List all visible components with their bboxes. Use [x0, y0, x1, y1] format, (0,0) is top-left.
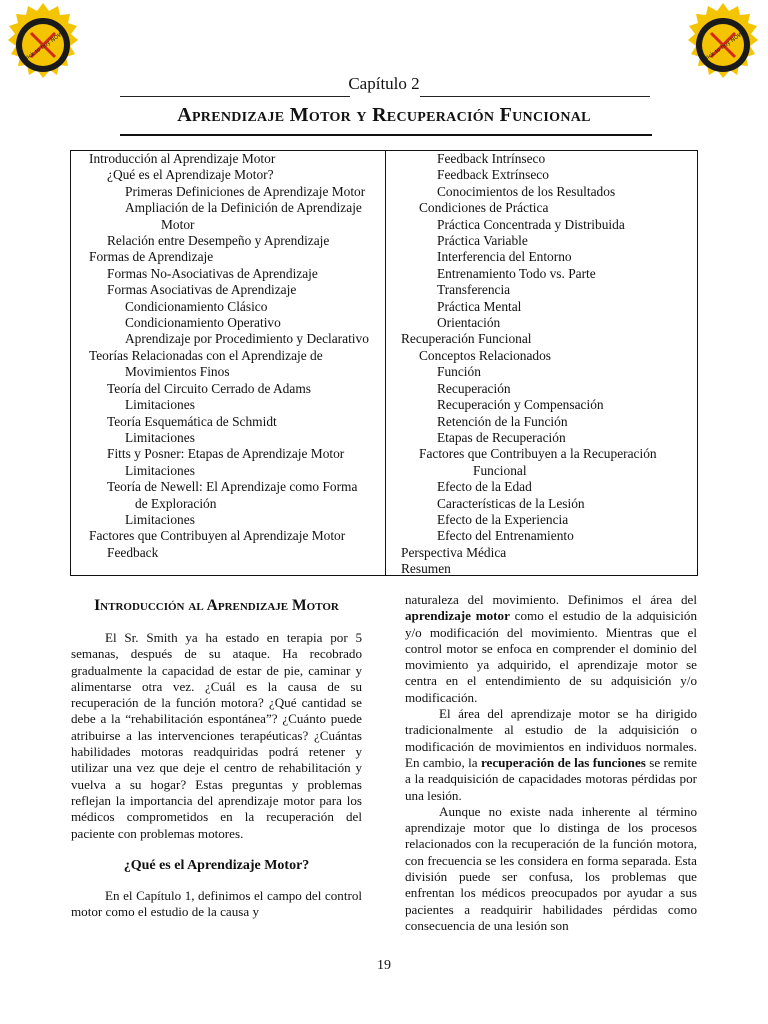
- text-run: El área del aprendizaje motor se ha dirigido tradicionalmente al estudio de la adquisición o modificación de movimientos en individuos normales. En cambio, la: [405, 706, 697, 770]
- outline-item: Transferencia: [437, 282, 511, 298]
- outline-item: Teoría del Circuito Cerrado de Adams: [107, 380, 311, 396]
- outline-item: de Exploración: [135, 495, 217, 511]
- header-rule-right: [420, 96, 650, 97]
- outline-item: Feedback: [107, 544, 159, 560]
- outline-item: Motor: [161, 216, 195, 232]
- outline-item: Retención de la Función: [437, 413, 568, 429]
- outline-item: Práctica Mental: [437, 298, 522, 314]
- text-run: como el estudio de la adquisición y/o modificación del movimiento. Mientras que el control motor se enfoca en comprender el dominio del movimiento ya adquirido, el aprendizaje motor se centra en el entendimiento de su adquisición y/o modificación.: [405, 608, 697, 705]
- page-number: 19: [377, 958, 391, 973]
- outline-item: Perspectiva Médica: [401, 544, 507, 560]
- outline-item: Movimientos Finos: [125, 364, 230, 380]
- paragraph: Aunque no existe nada inherente al término aprendizaje motor que lo distinga de los procesos relacionados con la recuperación de la función motora, con frecuencia se les considera en forma separada. Esta división puede ser confusa, los problemas que enfrentan los médicos preocupados por ayudar a sus pacientes a readquirir habilidades pérdidas como consecuencia de una lesión son: [405, 803, 697, 933]
- outline-item: Recuperación: [437, 380, 511, 396]
- outline-item: Efecto del Entrenamiento: [437, 528, 574, 544]
- stamp-text: Click to buy NOW!: [701, 29, 747, 64]
- outline-item: Condiciones de Práctica: [419, 200, 549, 216]
- outline-item: Recuperación Funcional: [401, 331, 532, 347]
- stamp-text: Click to buy NOW!: [21, 29, 67, 64]
- outline-column-right: [401, 151, 691, 578]
- outline-item: Condicionamiento Clásico: [125, 298, 268, 314]
- outline-item: Función: [437, 364, 481, 380]
- outline-item: Limitaciones: [125, 462, 195, 478]
- outline-item: Introducción al Aprendizaje Motor: [89, 151, 276, 166]
- text-run: naturaleza del movimiento. Definimos el área del: [405, 592, 697, 607]
- outline-item: Formas No-Asociativas de Aprendizaje: [107, 265, 318, 281]
- section-heading: Introducción al Aprendizaje Motor: [94, 597, 339, 614]
- outline-divider: [385, 151, 386, 575]
- outline-item: Formas Asociativas de Aprendizaje: [107, 282, 297, 298]
- outline-item: Interferencia del Entorno: [437, 249, 572, 265]
- outline-item: Aprendizaje por Procedimiento y Declarativo: [125, 331, 369, 347]
- outline-item: Limitaciones: [125, 429, 195, 445]
- header-rule-left: [120, 96, 350, 97]
- outline-item: Práctica Variable: [437, 233, 528, 249]
- outline-item: Teorías Relacionadas con el Aprendizaje de: [89, 347, 323, 363]
- outline-item: Primeras Definiciones de Aprendizaje Motor: [125, 183, 366, 199]
- subsection-heading: ¿Qué es el Aprendizaje Motor?: [123, 857, 310, 873]
- outline-item: Etapas de Recuperación: [437, 429, 566, 445]
- outline-item: Fitts y Posner: Etapas de Aprendizaje Motor: [107, 446, 345, 462]
- outline-item: Factores que Contribuyen al Aprendizaje Motor: [89, 528, 346, 544]
- outline-item: Funcional: [473, 462, 527, 478]
- outline-item: Relación entre Desempeño y Aprendizaje: [107, 233, 330, 249]
- outline-item: Características de la Lesión: [437, 495, 585, 511]
- paragraph: [405, 706, 697, 804]
- outline-column-left: [89, 151, 383, 561]
- outline-item: Entrenamiento Todo vs. Parte: [437, 265, 596, 281]
- body-column-right: [405, 592, 697, 934]
- title-rule: [120, 134, 652, 136]
- outline-item: Práctica Concentrada y Distribuida: [437, 216, 625, 232]
- outline-item: Resumen: [401, 561, 451, 577]
- outline-item: Condicionamiento Operativo: [125, 315, 281, 331]
- paragraph: En el Capítulo 1, definimos el campo del control motor como el estudio de la causa y: [71, 888, 362, 920]
- outline-item: ¿Qué es el Aprendizaje Motor?: [107, 167, 274, 183]
- bold-term: recuperación de las funciones: [480, 754, 646, 770]
- text-run: se remite a la readquisición de capacidades motoras pérdidas por una lesión.: [405, 754, 697, 803]
- outline-item: Efecto de la Edad: [437, 479, 532, 495]
- outline-item: Limitaciones: [125, 511, 195, 527]
- chapter-label: Capítulo 2: [348, 74, 420, 93]
- outline-item: Recuperación y Compensación: [437, 397, 604, 413]
- outline-item: Feedback Intrínseco: [437, 151, 546, 166]
- outline-item: Conceptos Relacionados: [419, 347, 552, 363]
- outline-item: Ampliación de la Definición de Aprendizaje: [125, 200, 362, 216]
- outline-item: Teoría Esquemática de Schmidt: [107, 413, 277, 429]
- outline-item: Conocimientos de los Resultados: [437, 183, 616, 199]
- outline-item: Formas de Aprendizaje: [89, 249, 214, 265]
- outline-item: Factores que Contribuyen a la Recuperación: [419, 446, 657, 462]
- outline-item: Orientación: [437, 315, 501, 331]
- chapter-title: Aprendizaje Motor y Recuperación Funcional: [177, 104, 591, 126]
- body-column-left: [71, 596, 362, 921]
- outline-item: Limitaciones: [125, 397, 195, 413]
- outline-item: Efecto de la Experiencia: [437, 511, 569, 527]
- bold-term: aprendizaje motor: [405, 608, 510, 624]
- chapter-outline-box: [70, 150, 698, 576]
- outline-item: Feedback Extrínseco: [437, 167, 549, 183]
- paragraph: El Sr. Smith ya ha estado en terapia por 5 semanas, después de su ataque. Ha recobrado gradualmente la capacidad de estar de pie, caminar y alimentarse otra vez. ¿Cuál es la causa de su recuperación de la función motora? ¿Qué cantidad se debe a la “rehabilitación espontánea”? ¿Cuánto puede atribuirse a las intervenciones terapéuticas? ¿Cuántas habilidades motoras readquiridas podrá retener y utilizar una vez que deje el centro de rehabilitación y vuelva a su hogar? Estas preguntas y problemas reflejan la importancia del aprendizaje motor para los médicos comprometidos en la recuperación del paciente con problemas motores.: [71, 630, 362, 841]
- paragraph: [405, 592, 697, 706]
- outline-item: Teoría de Newell: El Aprendizaje como Forma: [107, 479, 358, 495]
